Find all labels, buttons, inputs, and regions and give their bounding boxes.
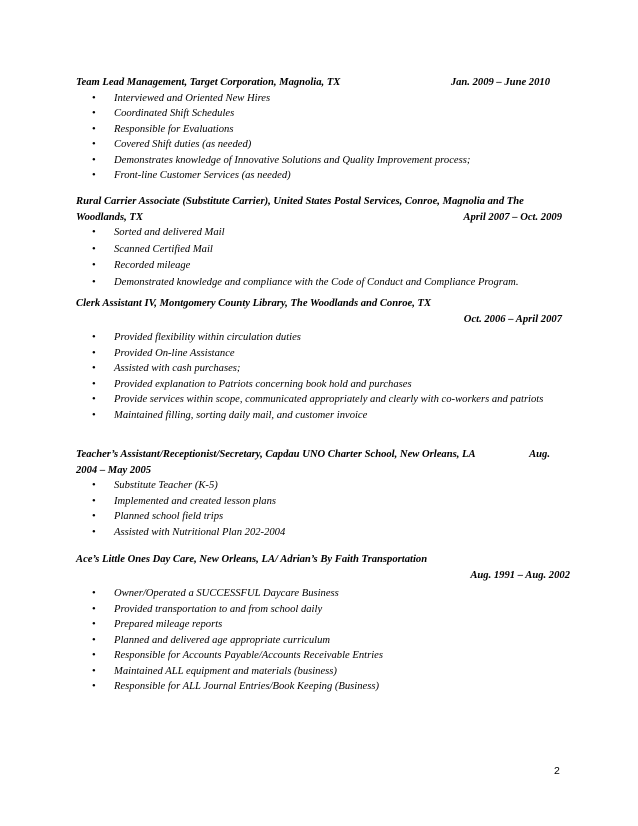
list-item: • Assisted with cash purchases; bbox=[76, 361, 562, 377]
job-section-school bbox=[76, 447, 562, 540]
list-item: • Implemented and created lesson plans bbox=[76, 494, 562, 510]
job-duties-list bbox=[76, 586, 562, 695]
job-duties-list bbox=[76, 330, 562, 423]
job-dates: Oct. 2006 – April 2007 bbox=[463, 313, 562, 325]
list-item: • Owner/Operated a SUCCESSFUL Daycare Business bbox=[76, 586, 562, 602]
list-item: • Recorded mileage bbox=[76, 258, 562, 275]
list-item: • Provided flexibility within circulation duties bbox=[76, 330, 562, 346]
list-item: • Maintained ALL equipment and materials (business) bbox=[76, 664, 562, 680]
page-number: 2 bbox=[554, 765, 560, 777]
list-item: • Planned school field trips bbox=[76, 509, 562, 525]
job-dates-start: Aug. bbox=[529, 449, 550, 460]
job-title: Team Lead Management, Target Corporation, Magnolia, TX bbox=[76, 77, 341, 88]
job-title: Clerk Assistant IV, Montgomery County Library, The Woodlands and Conroe, TX bbox=[76, 298, 432, 309]
list-item: • Prepared mileage reports bbox=[76, 617, 562, 633]
list-item: • Coordinated Shift Schedules bbox=[76, 106, 562, 122]
job-dates: April 2007 – Oct. 2009 bbox=[463, 211, 562, 223]
list-item: • Maintained filling, sorting daily mail, and customer invoice bbox=[76, 408, 562, 424]
job-dates: 2004 – May 2005 bbox=[76, 464, 152, 476]
list-item: • Responsible for ALL Journal Entries/Book Keeping (Business) bbox=[76, 679, 562, 695]
job-duties-list bbox=[76, 91, 562, 184]
list-item: • Demonstrated knowledge and compliance with the Code of Conduct and Compliance Program. bbox=[76, 275, 562, 292]
list-item: • Covered Shift duties (as needed) bbox=[76, 137, 562, 153]
job-section-daycare bbox=[76, 552, 570, 695]
job-title: Ace’s Little Ones Day Care, New Orleans, LA/ Adrian’s By Faith Transportation bbox=[76, 554, 428, 565]
list-item: • Interviewed and Oriented New Hires bbox=[76, 91, 562, 107]
job-header bbox=[76, 75, 562, 91]
list-item: • Provided explanation to Patriots concerning book hold and purchases bbox=[76, 377, 562, 393]
list-item: • Provide services within scope, communicated appropriately and clearly with co-workers and patriots bbox=[76, 392, 562, 408]
list-item: • Demonstrates knowledge of Innovative Solutions and Quality Improvement process; bbox=[76, 153, 562, 169]
job-title-continued: Woodlands, TX bbox=[76, 211, 143, 223]
list-item: • Scanned Certified Mail bbox=[76, 242, 562, 259]
job-header bbox=[76, 210, 562, 226]
job-duties-list bbox=[76, 225, 562, 291]
job-section-library bbox=[76, 296, 562, 423]
job-duties-list bbox=[76, 478, 562, 540]
list-item: • Planned and delivered age appropriate curriculum bbox=[76, 633, 562, 649]
list-item: • Responsible for Accounts Payable/Accounts Receivable Entries bbox=[76, 648, 562, 664]
job-title: Rural Carrier Associate (Substitute Carrier), United States Postal Services, Conroe, Magnolia and The bbox=[76, 196, 524, 207]
job-dates: Aug. 1991 – Aug. 2002 bbox=[470, 569, 570, 581]
job-section-target bbox=[76, 75, 562, 184]
job-title: Teacher’s Assistant/Receptionist/Secretary, Capdau UNO Charter School, New Orleans, LA bbox=[76, 449, 476, 460]
list-item: • Substitute Teacher (K-5) bbox=[76, 478, 562, 494]
list-item: • Front-line Customer Services (as needed) bbox=[76, 168, 562, 184]
job-section-usps bbox=[76, 194, 562, 291]
job-header bbox=[76, 447, 562, 463]
list-item: • Sorted and delivered Mail bbox=[76, 225, 562, 242]
list-item: • Responsible for Evaluations bbox=[76, 122, 562, 138]
job-dates: Jan. 2009 – June 2010 bbox=[450, 77, 550, 88]
list-item: • Provided transportation to and from school daily bbox=[76, 602, 562, 618]
list-item: • Assisted with Nutritional Plan 202-2004 bbox=[76, 525, 562, 541]
list-item: • Provided On-line Assistance bbox=[76, 346, 562, 362]
